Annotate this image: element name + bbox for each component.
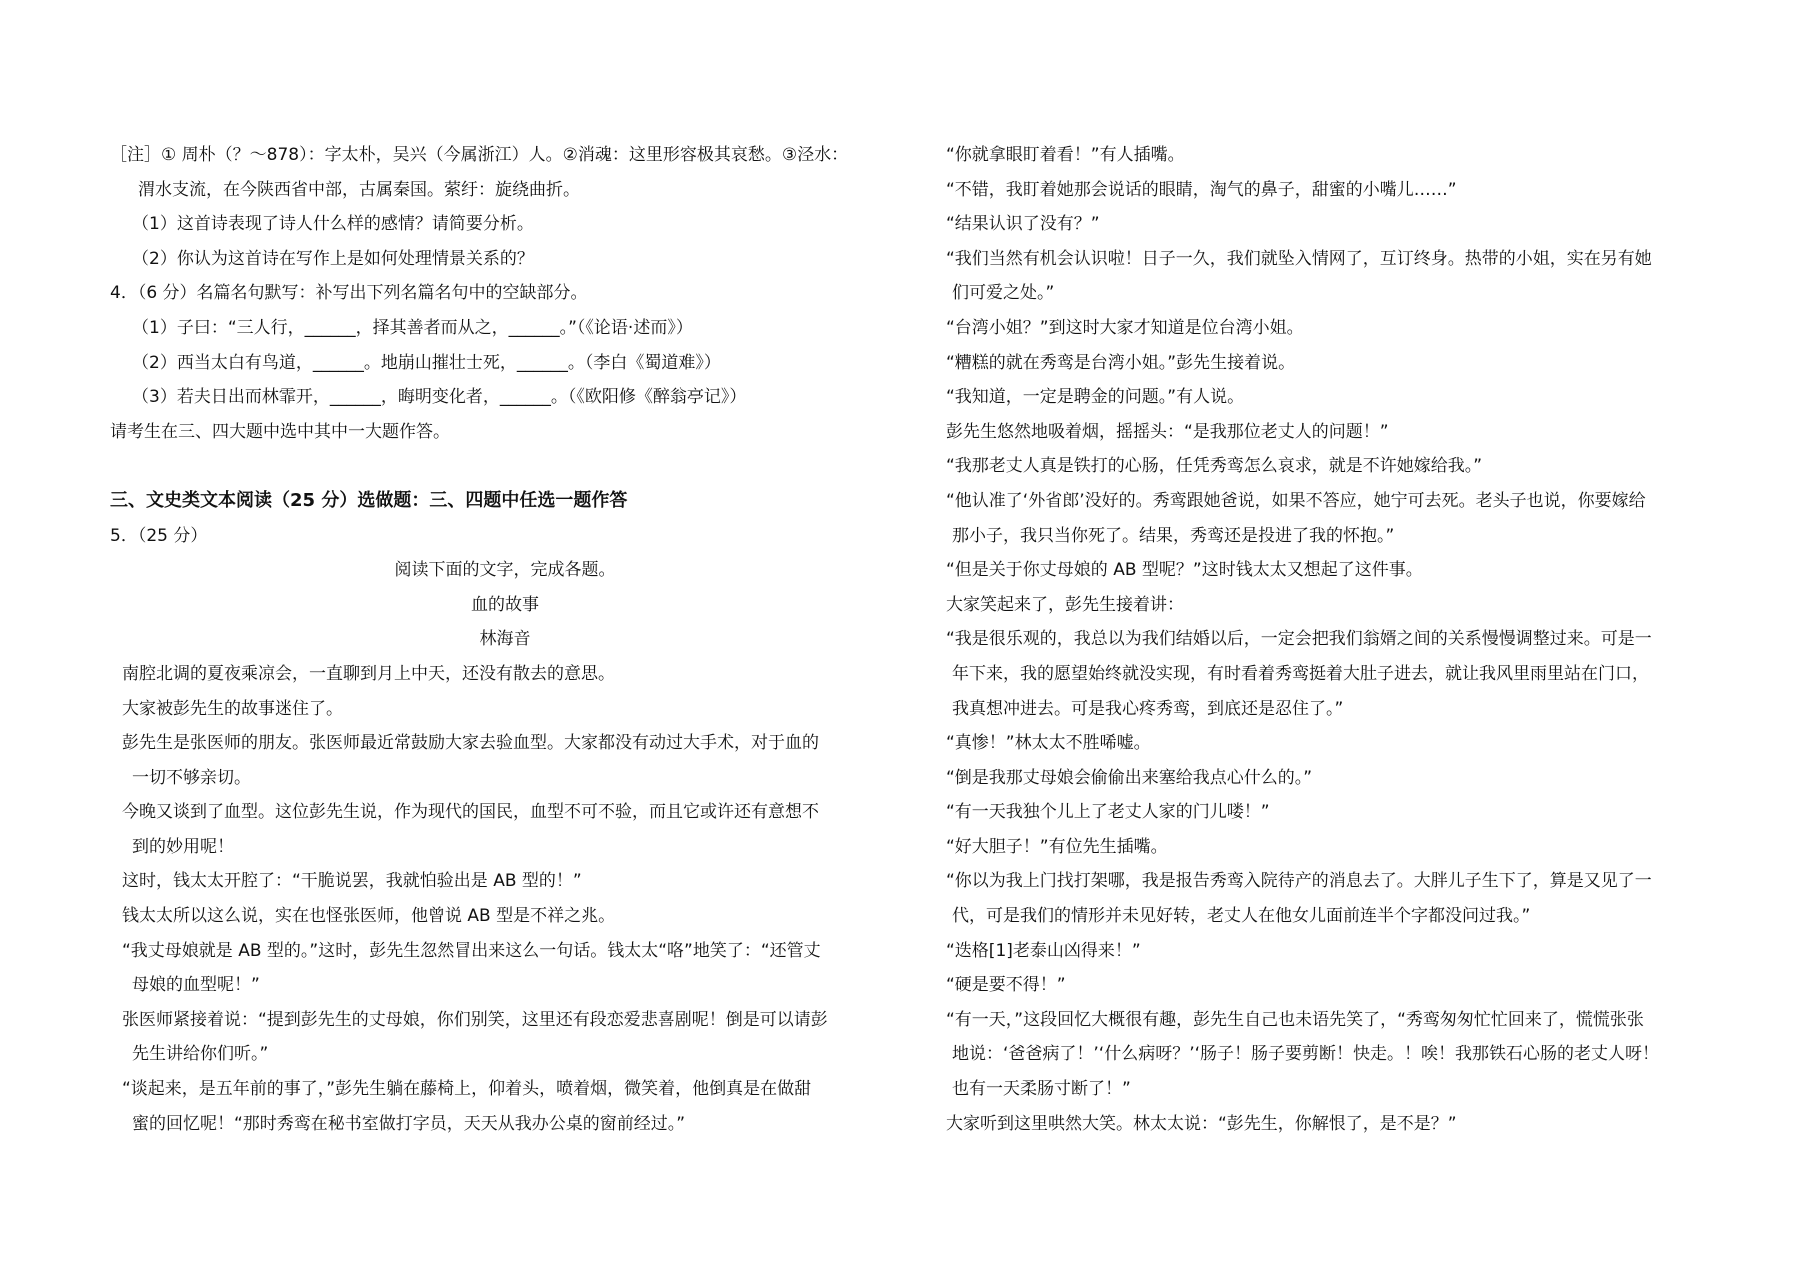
paragraph: “有一天我独个儿上了老丈人家的门儿喽！” — [946, 802, 1270, 823]
paragraph: “迭格[1]老泰山凶得来！” — [946, 940, 1141, 961]
paragraph: 大家听到这里哄然大笑。林太太说：“彭先生，你解恨了，是不是？” — [946, 1113, 1457, 1134]
paragraph: “不错，我盯着她那会说话的眼睛，淘气的鼻子，甜蜜的小嘴儿……” — [946, 179, 1457, 200]
story-author: 林海音 — [479, 629, 531, 650]
question-3-1: （1）这首诗表现了诗人什么样的感情？请简要分析。 — [132, 214, 534, 235]
paragraph: “倒是我那丈母娘会偷偷出来塞给我点心什么的。” — [946, 767, 1313, 788]
paragraph-cont: 们可爱之处。” — [952, 283, 1055, 304]
paragraph: “你就拿眼盯着看！”有人插嘴。 — [946, 145, 1185, 165]
paragraph: 大家笑起来了，彭先生接着讲： — [946, 594, 1184, 615]
paragraph-cont: 代，可是我们的情形并未见好转，老丈人在他女儿面前连半个字都没问过我。” — [952, 906, 1531, 927]
paragraph-cont: 先生讲给你们听。” — [132, 1044, 269, 1065]
paragraph: 彭先生是张医师的朋友。张医师最近常鼓励大家去验血型。大家都没有动过大手术，对于血的 — [122, 733, 819, 754]
paragraph: 彭先生悠然地吸着烟，摇摇头：“是我那位老丈人的问题！” — [946, 421, 1389, 442]
paragraph: “我那老丈人真是铁打的心肠，任凭秀鸾怎么哀求，就是不许她嫁给我。” — [946, 456, 1483, 477]
paragraph: “你以为我上门找打架哪，我是报告秀鸾入院待产的消息去了。大胖儿子生下了，算是又见了一 — [946, 871, 1652, 892]
paragraph: “糟糕的就在秀鸾是台湾小姐。”彭先生接着说。 — [946, 352, 1296, 373]
question-5-heading: 5．（25 分） — [110, 525, 208, 546]
story-title: 血的故事 — [471, 594, 539, 615]
question-4-heading: 4．（6 分）名篇名句默写：补写出下列名篇名句中的空缺部分。 — [110, 283, 588, 304]
paragraph: “好大胆子！”有位先生插嘴。 — [946, 836, 1168, 857]
paragraph: “真惨！”林太太不胜唏嘘。 — [946, 733, 1151, 754]
paragraph-cont: 也有一天柔肠寸断了！” — [952, 1079, 1131, 1100]
paragraph: 大家被彭先生的故事迷住了。 — [122, 698, 343, 719]
paragraph: “硬是要不得！” — [946, 975, 1066, 996]
reading-prompt: 阅读下面的文字，完成各题。 — [394, 560, 616, 581]
paragraph: “结果认识了没有？” — [946, 214, 1100, 235]
left-column — [110, 138, 900, 1141]
question-4-1: （1）子曰：“三人行，______，择其善者而从之，______。”（《论语·述而》） — [132, 317, 693, 338]
paragraph: “他认准了‘外省郎’没好的。秀鸾跟她爸说，如果不答应，她宁可去死。老头子也说，你要嫁给 — [946, 490, 1646, 511]
paragraph: “我知道，一定是聘金的问题。”有人说。 — [946, 387, 1245, 408]
paragraph: 南腔北调的夏夜乘凉会，一直聊到月上中天，还没有散去的意思。 — [122, 663, 615, 684]
question-4-2: （2）西当太白有鸟道，______。地崩山摧壮士死，______。（李白《蜀道难》） — [132, 352, 721, 373]
spacer — [110, 449, 900, 484]
paragraph-cont: 地说：‘爸爸病了！’‘什么病呀？’‘肠子！肠子要剪断！快走。！唉！我那铁石心肠的老丈人呀！ — [952, 1044, 1660, 1065]
paragraph: 钱太太所以这么说，实在也怪张医师，他曾说 AB 型是不祥之兆。 — [122, 906, 616, 927]
paragraph-cont: 一切不够亲切。 — [132, 767, 251, 788]
paragraph-cont: 年下来，我的愿望始终就没实现，有时看着秀鸾挺着大肚子进去，就让我风里雨里站在门口， — [952, 663, 1649, 684]
paragraph-cont: 母娘的血型呢！” — [132, 975, 260, 996]
note-line-2: 渭水支流，在今陕西省中部，古属秦国。萦纡：旋绕曲折。 — [138, 179, 580, 200]
paragraph-cont: 那小子，我只当你死了。结果，秀鸾还是投进了我的怀抱。” — [952, 525, 1395, 546]
paragraph: 今晚又谈到了血型。这位彭先生说，作为现代的国民，血型不可不验，而且它或许还有意想不 — [122, 802, 819, 823]
paragraph: “谈起来，是五年前的事了，”彭先生躺在藤椅上，仰着头，喷着烟，微笑着，他倒真是在做甜 — [122, 1079, 812, 1100]
paragraph: “台湾小姐？”到这时大家才知道是位台湾小姐。 — [946, 317, 1304, 338]
note-line-1: ［注］① 周朴（？～878）：字太朴，吴兴（今属浙江）人。②消魂：这里形容极其哀愁。③泾水： — [110, 145, 849, 165]
paragraph: “我们当然有机会认识啦！日子一久，我们就坠入情网了，互订终身。热带的小姐，实在另有她 — [946, 248, 1652, 269]
paragraph: “我丈母娘就是 AB 型的。”这时，彭先生忽然冒出来这么一句话。钱太太“咯”地笑了：“还管丈 — [122, 940, 821, 961]
question-4-3: （3）若夫日出而林霏开，______，晦明变化者，______。（《欧阳修《醉翁亭记》） — [132, 387, 747, 408]
paragraph: 这时，钱太太开腔了：“干脆说罢，我就怕验出是 AB 型的！” — [122, 871, 582, 892]
paragraph: “但是关于你丈母娘的 AB 型呢？”这时钱太太又想起了这件事。 — [946, 560, 1423, 581]
paragraph: 张医师紧接着说：“提到彭先生的丈母娘，你们别笑，这里还有段恋爱悲喜剧呢！倒是可以请彭 — [122, 1009, 828, 1030]
instruction: 请考生在三、四大题中选中其中一大题作答。 — [110, 421, 450, 442]
paragraph: “我是很乐观的，我总以为我们结婚以后，一定会把我们翁婿之间的关系慢慢调整过来。可是一 — [946, 629, 1652, 650]
right-column — [946, 138, 1726, 1141]
question-3-2: （2）你认为这首诗在写作上是如何处理情景关系的？ — [132, 248, 534, 269]
paragraph-cont: 蜜的回忆呢！“那时秀鸾在秘书室做打字员，天天从我办公桌的窗前经过。” — [132, 1113, 686, 1134]
paragraph-cont: 到的妙用呢！ — [132, 836, 234, 857]
section-title: 三、文史类文本阅读（25 分）选做题：三、四题中任选一题作答 — [110, 489, 628, 511]
paragraph-cont: 我真想冲进去。可是我心疼秀鸾，到底还是忍住了。” — [952, 698, 1344, 719]
paragraph: “有一天，”这段回忆大概很有趣，彭先生自己也未语先笑了，“秀鸾匆匆忙忙回来了，慌慌张张 — [946, 1009, 1644, 1030]
